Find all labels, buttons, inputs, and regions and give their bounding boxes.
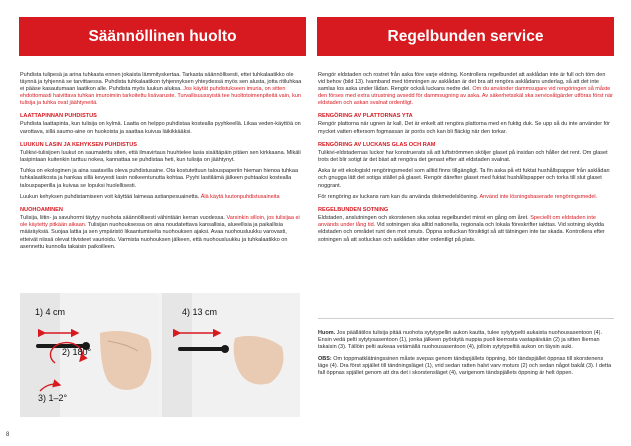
fi-sweep-text2: Tulisijan nuohouksessa on aina noudatettava kansallisia, alueellisia ja paikallisia määräyksiä. Suojaa lattia ja sen ympäristö likaantumiselta nuohouksen ajaksi. Avaa nuohousluukku varovasti, etteivät niissä olevat tiivisteet vaurioidu. Varmista nuohouksen jälkeen, että nuohousluukku ja tuhkalaatikko on asennettu kunnolla takaisin paikoilleen. [20,222,288,250]
sv-section-sweeping-text [318,215,613,243]
sv-intro [318,72,613,107]
fi-section-sweeping-title: NUOHOAMINEN [20,207,63,214]
fi-intro-text: Puhdista tulipesä ja arina tuhkasta ennen jokaista lämmityskertaa. Tarkasta säännöllisesti, ettei tuhkalaatikko ole täynnä ja tyhjennä se tarvittaessa. Puhdista tuhkalaatikon tyhjennyksen yhteydessä myös sen alusta, jotta ritiluhkaa ei pääse kasautumaan laatikon alle. Puhdista myös luukun aluksa. [20,72,302,93]
notes-block [318,330,613,382]
sv-note-label: OBS: [318,355,332,362]
right-page-title: Regelbunden service [317,17,614,56]
note-divider [318,318,614,319]
label-step-4: 4) 13 cm [182,307,218,317]
fi-intro-warning: Jos käytät puhdistukseen imuria, on sitten ehdottomasti haivittava tuhkan imuroimiin tarkoitettu lisävaruste. Turvallisuussyistä tee huoltotoimenpiteitä vain, kun tulisija ja tuhka ovat jäähtyneitä. [20,86,301,107]
label-step-2: 2) 180° [62,347,92,357]
fi-section-sweeping-text [20,215,305,250]
sv-section-glass-text1: Tulikivi-eldstadernas luckor har konstruerats så att luftströmmen sköljer glaset på insidan och håller det rent. Om glaset trots det blir sotigt är det bäst att rengöra det genast efter att eldstaden svalnat. [318,149,608,163]
sv-glass-frame-warning: Använd inte lösningsbaserade rengöringsmedel. [479,194,598,201]
fi-section-glass-title: LUUKUN LASIN JA KEHYKSEN PUHDISTUS [20,141,137,148]
sv-section-tiles-text: Rengör plattorna när ugnen är kall. Det är enkelt att rengöra plattorna med en fuktig duk. Se upp så du inte använder för mycket vatten eftersom fogmassan är porös och kan bli fläckig när den torkar. [318,121,610,135]
swedish-column [318,72,613,248]
sv-section-glass-text3 [318,194,613,201]
sv-intro-text: Rengör eldstaden och rostret från aska före varje eldning. Kontrollera regelbundet att asklådan inte är full och töm den vid behov (bild 13). Ivamband med tömningen av asklådan är det bra att rengöra asklådans underlag, så att det inte samlas los aska under lådan. Rengör också luckans nedre del. [318,72,606,93]
sv-note [318,356,613,377]
fi-note-text: Jos päällätilos tulisija pitää nuohota sytytypellin aukon kautta, tulee sytytypelti aukaista nuohousasentoon (4). Ensin vedä pelti sytytysasentoon (1), jonka jälkeen pyöräytä nuppia puoli kierrosta vastapäivään (2) ja sitten lliernan takaisin (3). Tällöin pelti aukeaa vetämällä nuohousasentoon (4), jolloin sytytypeltiä aukon on täysin auki. [318,330,603,351]
sv-section-tiles-title: RENGÖRING AV PLATTORNAS YTA [318,113,413,120]
fi-note-label: Huom. [318,330,336,336]
finnish-column [20,72,305,255]
fi-intro [20,72,305,107]
left-page-title: Säännöllinen huolto [19,17,306,56]
fi-section-glass-text1: Tulikivi-tulisijoen luukut on saumatettu siten, että ilmavirtaus huuhtelee lasia sisältäpäin pitäen sen kirkkaana. Mikäli lasipintaan kuitenkin tarttuu nokea, kannattaa se puhdistaa heti, kun tulisija on jäähtynyt. [20,149,301,163]
sv-section-glass-title: RENGÖRING AV LUCKANS GLAS OCH RAM [318,141,436,148]
fi-note [318,330,613,351]
label-step-3: 3) 1–2° [38,393,68,403]
sv-glass-frame-text: För rengöring av luckans ram kan du använda diskmedelslösning. [318,194,479,201]
fi-glass-frame-warning: Älä käytä luutonpuhdistusaineita [200,194,280,201]
fi-glass-frame-text: Luukun kehyksen puhdistamiseen voit käyttää laimeaa astianpesuainetta. [20,194,200,201]
sv-sweep-warning: Speciellt om eldstaden inte används under lång tid. [318,215,596,229]
sv-section-glass-text2: Aska är ett ekologiskt rengöringsmedel som alltid finns tillgängligt. Ta fin aska på ett fuktat hushållspapper från asklådan och gnugga lätt det sotiga stället på glaset. Rengör därefter glaset med fuktat hushållspapper och torka till slut glaset noggrant. [318,168,610,189]
sv-sweep-text2: Vid sotningen ska alltid nationella, regionala och lokala föreskrifter iakttas. Vid sotning skydda eldstaden och området runt den mot smuts. Öppna sotluckan försiktigt så att tätningen inte tar skada. Kontrollera efter sotningen så att sotluckan och asklådan sitter ordentligt på plats. [318,222,605,243]
damper-illustration [20,293,300,417]
fi-section-glass-text3 [20,194,305,201]
damper-instruction-photos [20,293,300,417]
fi-section-tiles-title: LAATTAPINNAN PUHDISTUS [20,113,97,120]
sv-section-sweeping-title: REGELBUNDEN SOTNING [318,207,389,214]
label-step-1: 1) 4 cm [35,307,66,317]
page-number: 8 [6,432,10,438]
fi-section-glass-text2: Tuhka on ekologinen ja aina saatavilla oleva puhdistusaine. Ota kostutettuun talouspaperiin hieman hienoa tuhkaa tuhkalaatikosta ja hankaa sillä kevyesti lasin noikeentunutta kohtaa. Pyyhi lasitilämä jälkeen puhtaaksi kostealla talouspaperilla ja kuivaa se lopuksi huolellisesti. [20,168,299,189]
damper-knob-extended [221,345,229,353]
fi-sweep-warning: Varsinkin silloin, jos tulisijaa ei ole käytetty pitkään aikaan. [20,215,300,229]
fi-section-tiles-text: Puhdista laattapinta, kun tulisija on kylmä. Laatta on helppo puhdistaa kostealla pyyhkeellä. Likaa veden-käyttöä on varottava, sillä saumo-aine on huokoista ja saattaa kuivua läikikkääksi. [20,121,301,135]
sv-note-text: Om toppmatklätningssinen måste svepas genom tändspjällets öppning, bör tändspjället öppnas till skorstenens läge (4). Dra först spjället till tändningsläget (1), vrid sedan ratten halvt varv moturs (2) och sedan något bakåt (3). I detta fall öppnas spjället genom att dra det i skorstensläget (4), varigenom tändspjällets öppning är helt öppen. [318,355,612,376]
sv-intro-warning: Om du använder dammsugare vid rengöringen så måste den förses med extra utrustning avsedd för dammsugning av aska. Av säkerhetsskäl ska serviceåtgärder utföras först när eldstaden och askan svalnat ordentligt. [318,86,613,107]
sv-sweep-text1: Eldstaden, anslutningen och skorstenen ska sotas regelbundet minst en gång om året. [318,215,529,222]
fi-sweep-text1: Tulisija, liitin- ja savuhormi täytyy nuohota säännöllisesti vähintään kerran vuodessa. [20,215,225,222]
